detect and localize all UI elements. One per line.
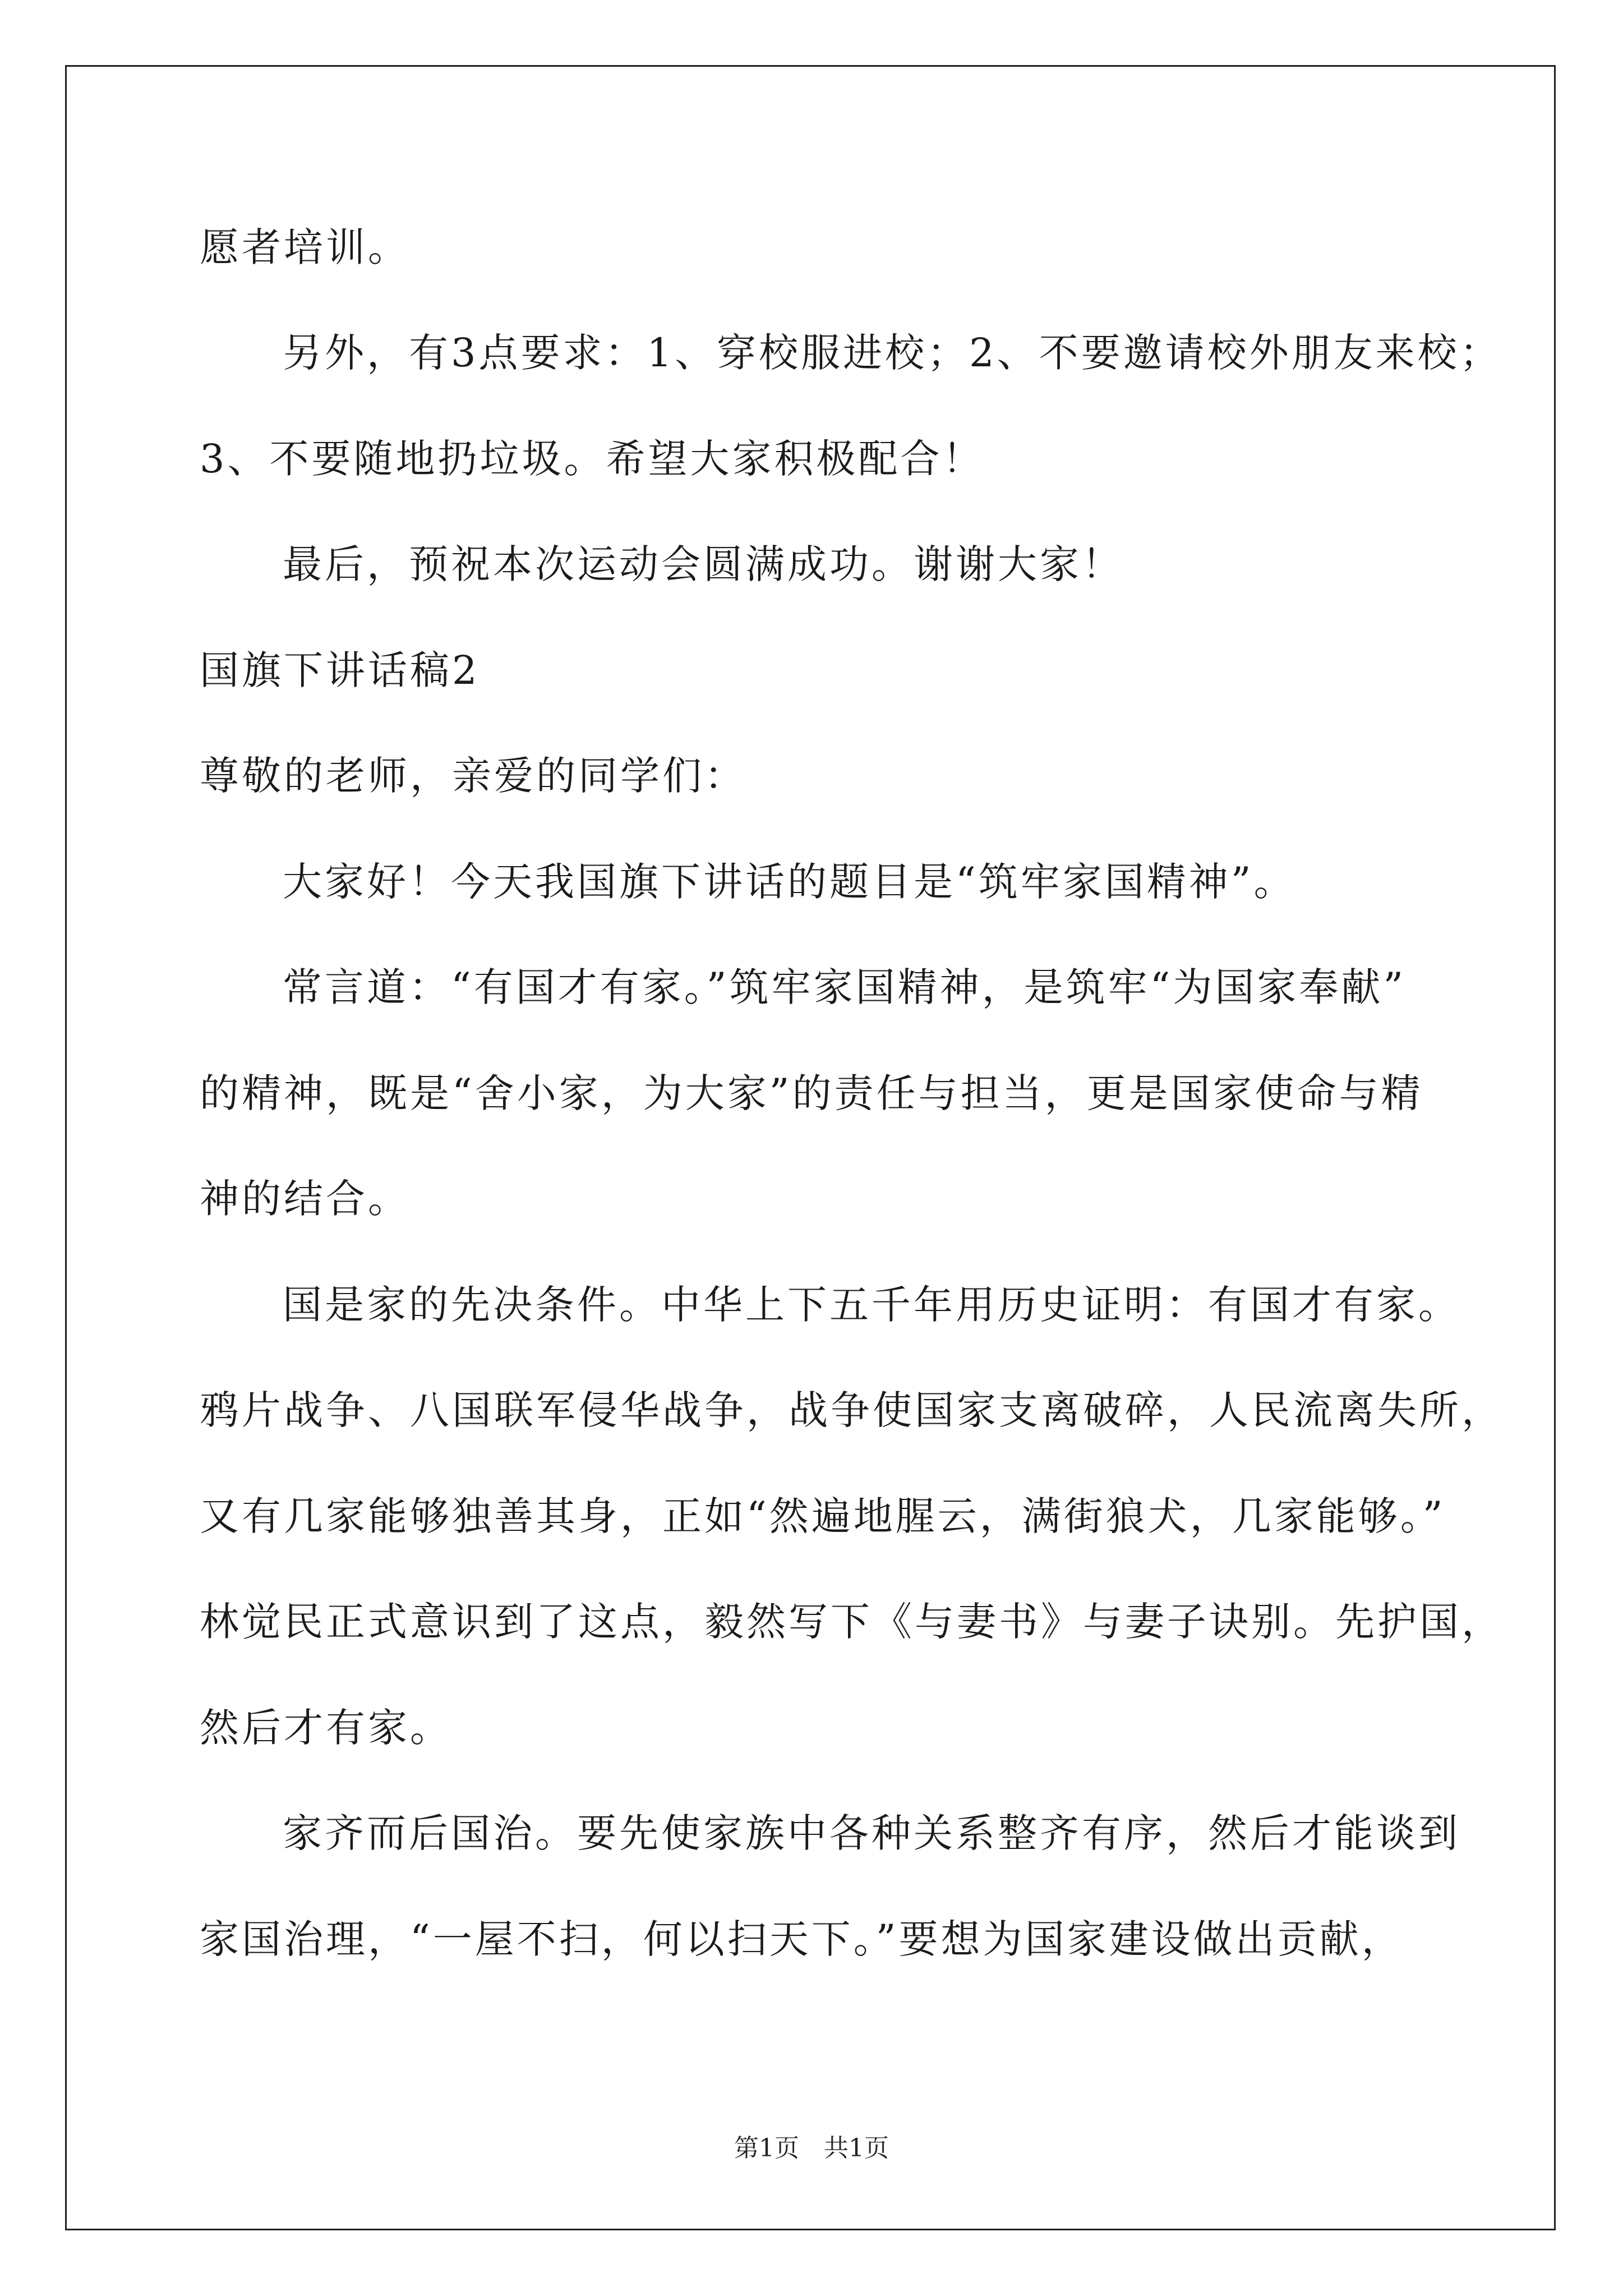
paragraph-line: 家国治理，“一屋不扫，何以扫天下。”要想为国家建设做出贡献， xyxy=(200,1916,1404,1962)
paragraph-line: 大家好！今天我国旗下讲话的题目是“筑牢家国精神”。 xyxy=(283,859,1296,905)
paragraph-line: 另外，有3点要求：1、穿校服进校；2、不要邀请校外朋友来校； xyxy=(283,330,1502,376)
page-number: 第1页 共1页 xyxy=(734,2134,889,2162)
paragraph-line: 国是家的先决条件。中华上下五千年用历史证明：有国才有家。 xyxy=(283,1282,1460,1328)
paragraph-line: 愿者培训。 xyxy=(200,224,410,270)
page-border xyxy=(65,65,1556,2230)
salutation: 尊敬的老师，亲爱的同学们： xyxy=(200,753,746,799)
paragraph-line: 常言道：“有国才有家。”筑牢家国精神，是筑牢“为国家奉献” xyxy=(283,964,1407,1010)
paragraph-line: 然后才有家。 xyxy=(200,1705,452,1751)
paragraph-line: 神的结合。 xyxy=(200,1176,410,1222)
paragraph-line: 最后，预祝本次运动会圆满成功。谢谢大家！ xyxy=(283,541,1124,587)
paragraph-line: 林觉民正式意识到了这点，毅然写下《与妻书》与妻子诀别。先护国， xyxy=(200,1599,1504,1645)
paragraph-line: 又有几家能够独善其身，正如“然遍地腥云，满街狼犬，几家能够。” xyxy=(200,1493,1446,1539)
paragraph-line: 的精神，既是“舍小家，为大家”的责任与担当，更是国家使命与精 xyxy=(200,1070,1423,1116)
paragraph-line: 家齐而后国治。要先使家族中各种关系整齐有序，然后才能谈到 xyxy=(283,1810,1460,1856)
section-heading: 国旗下讲话稿2 xyxy=(200,647,480,693)
paragraph-line: 鸦片战争、八国联军侵华战争，战争使国家支离破碎，人民流离失所， xyxy=(200,1387,1504,1433)
paragraph-line: 3、不要随地扔垃圾。希望大家积极配合！ xyxy=(200,436,985,482)
